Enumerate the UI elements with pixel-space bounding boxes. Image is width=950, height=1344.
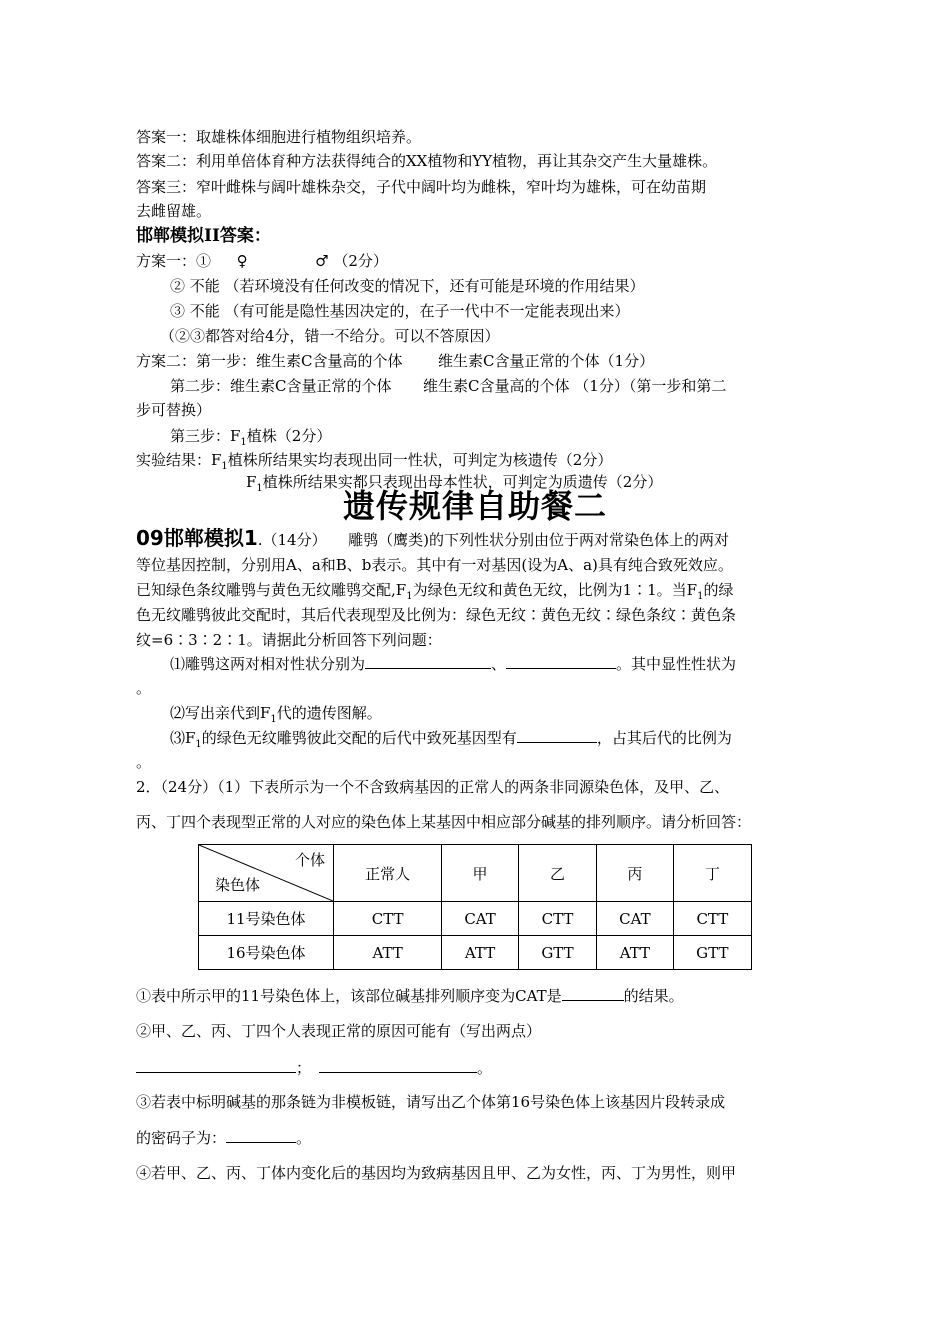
table-cell: GTT	[518, 936, 596, 970]
q1-sub1-a: ⑴雕鸮这两对相对性状分别为	[170, 655, 366, 673]
step-one-b: 维生素C含量正常的个体（1分）	[438, 352, 655, 370]
corner-bottom-label: 染色体	[215, 876, 261, 894]
q2-s3-b	[136, 1128, 816, 1148]
answer-blank-codon[interactable]	[226, 1128, 296, 1143]
result2-sub: 1	[256, 483, 263, 494]
result-b: 植株所结果实均表现出同一性状，可判定为核遗传（2分）	[227, 451, 613, 469]
item-three: ③ 不能 （有可能是隐性基因决定的，在子一代中不一定能表现出来）	[170, 302, 630, 320]
header-normal: 正常人	[334, 845, 442, 902]
step-two	[170, 376, 816, 396]
result2-a: F	[246, 473, 257, 491]
row-label: 16号染色体	[199, 936, 334, 970]
q2-s1	[136, 986, 816, 1006]
row-label: 11号染色体	[199, 902, 334, 936]
answer-one: 答案一：取雄株体细胞进行植物组织培养。	[136, 128, 422, 146]
q2-line1: 2．（24分）（1）下表所示为一个不含致病基因的正常人的两条非同源染色体，及甲、乙、	[136, 778, 730, 796]
q1-line3-c: 的绿	[703, 581, 734, 599]
q1-sub1-end: 。	[136, 679, 152, 697]
result-a: 实验结果：F	[136, 451, 222, 469]
table-cell: ATT	[334, 936, 442, 970]
plan-one-score: （2分）	[333, 252, 388, 270]
answer-two: 答案二：利用单倍体育种方法获得纯合的XX植物和YY植物，再让其杂交产生大量雄株。	[136, 152, 718, 170]
result-sub: 1	[221, 461, 228, 472]
item-two: ② 不能 （若环境没有任何改变的情况下，还有可能是环境的作用结果）	[170, 277, 645, 295]
scoring-note: （②③都答对给4分，错一不给分。可以不答原因）	[160, 327, 500, 345]
q1-sub3-end: 。	[136, 753, 152, 771]
q2-s2-blanks	[136, 1058, 816, 1078]
q2-line2: 丙、丁四个表现型正常的人对应的染色体上某基因中相应部分碱基的排列顺序。请分析回答：	[136, 813, 752, 831]
q2-s3b-a: 的密码子为：	[136, 1129, 227, 1147]
q2-s2-end: 。	[477, 1059, 493, 1077]
step-three-a: 第三步：F	[170, 427, 241, 445]
table-row	[199, 902, 752, 936]
q1-text1: 雕鸮（鹰类)的下列性状分别由位于两对常染色体上的两对	[348, 531, 730, 549]
q1-line4: 色无纹雕鸮彼此交配时，其后代表现型及比例为：绿色无纹∶黄色无纹∶绿色条纹∶黄色条	[136, 606, 737, 624]
q1-label: 09邯郸模拟1	[136, 526, 258, 550]
q1-score: .（14分）	[257, 531, 327, 549]
q1-sub3-c: ，占其后代的比例为	[596, 729, 732, 747]
header-yi: 乙	[518, 845, 596, 902]
table-header-row	[199, 845, 752, 902]
q1-sub2-sub: 1	[270, 714, 277, 725]
table-cell: GTT	[673, 936, 751, 970]
step-two-a: 第二步：维生素C含量正常的个体	[170, 377, 392, 395]
q1-line2: 等位基因控制，分别用A、a和B、b表示。其中有一对基因(设为A、a)具有纯合致死效应。	[136, 556, 733, 574]
table-cell: ATT	[442, 936, 519, 970]
male-symbol: ♂	[315, 252, 329, 270]
q1-line3-sub2: 1	[697, 591, 704, 602]
q1-sub3-sub: 1	[195, 739, 202, 750]
corner-top-label: 个体	[294, 851, 325, 869]
step-three-sub: 1	[240, 437, 247, 448]
step-three-b: 植株（2分）	[246, 427, 332, 445]
q1-line5: 纹=6∶3∶2∶1。请据此分析回答下列问题：	[136, 631, 442, 649]
q2-s2-sep: ；	[296, 1059, 312, 1077]
result-line-one	[136, 450, 816, 470]
answer-blank-trait1[interactable]	[365, 654, 491, 669]
q2-s3b-end: 。	[296, 1129, 312, 1147]
table-corner-cell	[199, 845, 334, 902]
answer-blank-mutation[interactable]	[562, 986, 624, 1001]
header-jia: 甲	[442, 845, 519, 902]
page-title: 遗传规律自助餐二	[342, 487, 607, 525]
q1-line3	[136, 580, 816, 600]
q2-s3: ③若表中标明碱基的那条链为非模板链，请写出乙个体第16号染色体上该基因片段转录成	[136, 1093, 726, 1111]
q1-sub3	[170, 728, 816, 748]
result2-b: 植株所结果实都只表现出母本性状，可判定为质遗传（2分）	[262, 473, 663, 491]
answer-blank-reason1[interactable]	[136, 1058, 296, 1073]
q2-s2: ②甲、乙、丙、丁四个人表现正常的原因可能有（写出两点）	[136, 1022, 542, 1040]
q1-sub1	[170, 654, 816, 674]
q1-line3-a: 已知绿色条纹雕鸮与黄色无纹雕鸮交配,F	[136, 581, 407, 599]
table-cell: CTT	[518, 902, 596, 936]
header-ding: 丁	[673, 845, 751, 902]
answer-three-line1: 答案三：窄叶雌株与阔叶雄株杂交，子代中阔叶均为雌株，窄叶均为雄株，可在幼苗期	[136, 178, 707, 196]
step-three	[170, 426, 850, 446]
table-cell: ATT	[597, 936, 674, 970]
plan-two-step-one	[136, 351, 816, 371]
q1-sub3-b: 的绿色无纹雕鸮彼此交配的后代中致死基因型有	[201, 729, 517, 747]
step-one-a: 方案二：第一步：维生素C含量高的个体	[136, 352, 403, 370]
table-cell: CTT	[673, 902, 751, 936]
q1-sub1-b: 。其中显性性状为	[616, 655, 737, 673]
step-two-b: 维生素C含量高的个体 （1分）（第一步和第二	[423, 377, 727, 395]
female-symbol: ♀	[236, 252, 248, 270]
plan-one-prefix: 方案一：①	[136, 252, 212, 270]
plan-one-line	[136, 251, 816, 271]
q1-line3-sub: 1	[406, 591, 413, 602]
q2-s1-a: ①表中所示甲的11号染色体上，该部位碱基排列顺序变为CAT是	[136, 987, 562, 1005]
header-bing: 丙	[597, 845, 674, 902]
table-cell: CAT	[442, 902, 519, 936]
q2-s4: ④若甲、乙、丙、丁体内变化后的基因均为致病基因且甲、乙为女性，丙、丁为男性，则甲	[136, 1164, 737, 1182]
gene-sequence-table	[198, 844, 752, 970]
table-cell: CTT	[334, 902, 442, 936]
q1-sub2-b: 代的遗传图解。	[276, 704, 382, 722]
table-cell: CAT	[597, 902, 674, 936]
table-row	[199, 936, 752, 970]
q2-s1-b: 的结果。	[623, 987, 684, 1005]
q1-sub2	[170, 703, 850, 723]
q1-line1	[136, 526, 816, 552]
step-two-cont: 步可替换）	[136, 401, 212, 419]
answer-blank-lethal[interactable]	[517, 728, 597, 743]
q1-sub1-sep: 、	[491, 655, 507, 673]
handan-ii-heading: 邯郸模拟II答案：	[136, 226, 271, 246]
q1-sub3-a: ⑶F	[170, 729, 196, 747]
answer-blank-trait2[interactable]	[506, 654, 616, 669]
q1-line3-b: 为绿色无纹和黄色无纹，比例为1∶1。当F	[412, 581, 698, 599]
answer-three-line2: 去雌留雄。	[136, 202, 212, 220]
q1-sub2-a: ⑵写出亲代到F	[170, 704, 271, 722]
answer-blank-reason2[interactable]	[319, 1058, 477, 1073]
